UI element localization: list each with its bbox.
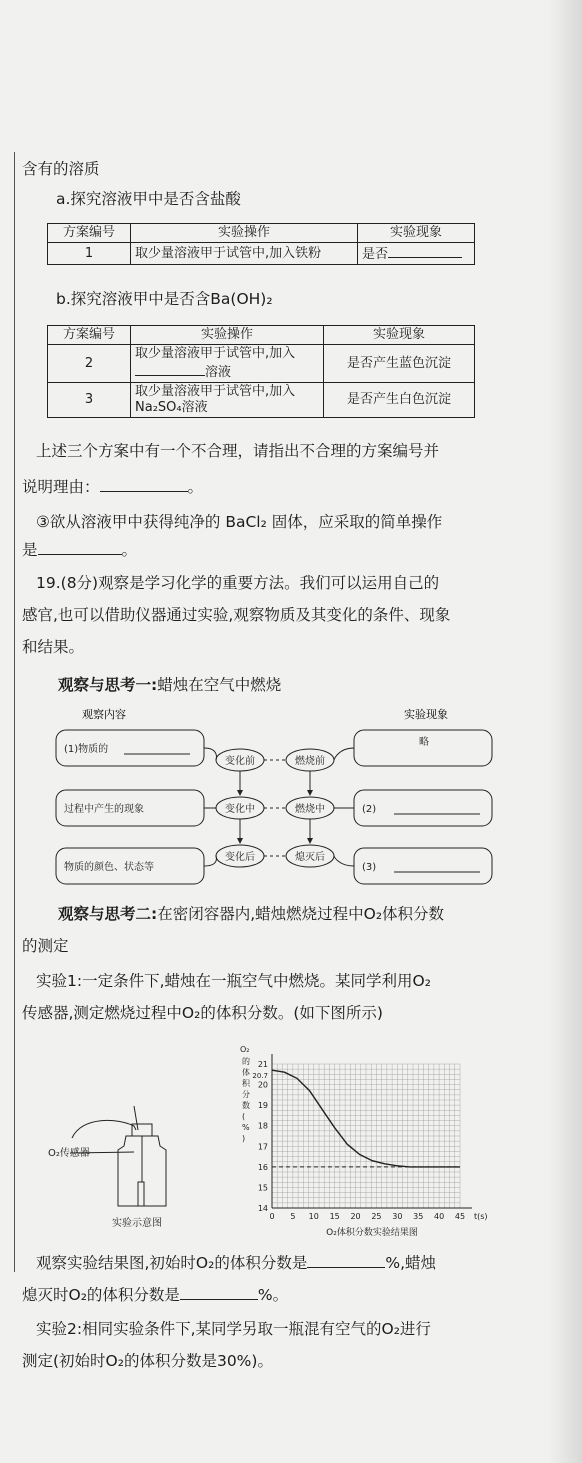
- y-axis-label: 的: [242, 1057, 250, 1066]
- flow-diagram: [50, 700, 498, 886]
- chart-caption: O₂体积分数实验结果图: [326, 1228, 418, 1238]
- y-tick-label: 18: [257, 1121, 268, 1131]
- table-row: [48, 243, 475, 265]
- obs-suffix: %,蜡烛: [385, 1254, 436, 1272]
- y-axis-label: 体: [242, 1068, 250, 1077]
- part-a-table: [47, 223, 475, 265]
- table-header-row: [48, 326, 475, 345]
- header-cell: 方案编号: [48, 326, 131, 345]
- y-axis-label: 积: [242, 1079, 250, 1088]
- phenomenon-text: 是否: [362, 247, 389, 262]
- answer-prefix: 是: [22, 541, 38, 559]
- x-axis-label: t(s): [474, 1212, 488, 1221]
- part-a-title: a.探究溶液甲中是否含盐酸: [56, 190, 241, 208]
- answer-blank[interactable]: [388, 244, 462, 258]
- y-tick-label: 20: [257, 1080, 268, 1090]
- think2-label: 观察与思考二:: [58, 905, 158, 923]
- right-box: [354, 730, 492, 766]
- think1-heading: [58, 676, 281, 695]
- table-row: [48, 345, 475, 383]
- q19-text: 和结果。: [22, 638, 85, 656]
- flow-col-right: 实验现象: [404, 708, 448, 721]
- table-header-row: [48, 224, 475, 243]
- y-axis-label: (: [242, 1112, 246, 1121]
- flow-right-item: (3): [362, 862, 377, 873]
- y-tick-label: 20.7: [252, 1072, 268, 1081]
- exp2-text: 实验2:相同实验条件下,某同学另取一瓶混有空气的O₂进行: [36, 1320, 431, 1338]
- x-tick-label: 35: [413, 1212, 424, 1221]
- bottle-cap: [132, 1124, 152, 1136]
- flow-left-item: (1)物质的: [64, 744, 109, 755]
- stage-label: 变化前: [225, 756, 255, 767]
- question-text: [22, 541, 137, 560]
- operation-line-2: Na₂SO₄溶液: [135, 400, 208, 415]
- x-tick-label: 10: [308, 1212, 319, 1221]
- margin-rule: [14, 152, 15, 1272]
- phenomenon-cell: 是否产生白色沉淀: [324, 383, 475, 418]
- think1-label: 观察与思考一:: [58, 676, 158, 694]
- x-tick-label: 30: [392, 1212, 403, 1221]
- question-text: 上述三个方案中有一个不合理，请指出不合理的方案编号并: [36, 442, 440, 460]
- operation-cell: [131, 383, 324, 418]
- flow-right-item: 略: [419, 737, 429, 748]
- phenomenon-cell: 是否产生蓝色沉淀: [324, 345, 475, 383]
- obs-text: [22, 1286, 288, 1305]
- y-tick-label: 15: [257, 1183, 268, 1193]
- apparatus-diagram: [48, 1096, 218, 1236]
- stage-label: 燃烧中: [295, 804, 325, 815]
- candle-icon: [138, 1182, 144, 1206]
- x-tick-label: 15: [329, 1212, 340, 1221]
- x-tick-label: 40: [434, 1212, 445, 1221]
- obs-prefix: 熄灭时O₂的体积分数是: [22, 1286, 180, 1304]
- answer-blank[interactable]: [180, 1286, 258, 1300]
- think1-topic: 蜡烛在空气中燃烧: [157, 676, 282, 694]
- header-cell: 实验操作: [131, 326, 324, 345]
- stage-label: 燃烧前: [295, 756, 325, 767]
- y-axis-label: O₂: [240, 1045, 250, 1054]
- table-row: [48, 383, 475, 418]
- o2-chart: [230, 1040, 500, 1240]
- plan-number: 1: [48, 243, 131, 265]
- y-axis-label: %: [242, 1123, 250, 1132]
- question-text: ③欲从溶液甲中获得纯净的 BaCl₂ 固体，应采取的简单操作: [36, 513, 443, 531]
- sensor-wire: [72, 1120, 136, 1138]
- operation-line-2: [135, 362, 319, 381]
- exp2-text: 测定(初始时O₂的体积分数是30%)。: [22, 1352, 273, 1370]
- phenomenon-cell: [358, 243, 475, 265]
- x-tick-label: 5: [290, 1212, 296, 1221]
- operation-cell: [131, 345, 324, 383]
- answer-blank[interactable]: [100, 478, 188, 492]
- plan-number: 2: [48, 345, 131, 383]
- x-tick-label: 20: [350, 1212, 361, 1221]
- x-tick-label: 0: [269, 1212, 275, 1221]
- sensor-label: O₂传感器: [48, 1148, 90, 1159]
- y-tick-label: 19: [257, 1101, 268, 1111]
- stage-label: 变化后: [225, 852, 255, 863]
- y-tick-label: 17: [257, 1142, 268, 1152]
- answer-blank[interactable]: [307, 1254, 385, 1268]
- exp1-text: 实验1:一定条件下,蜡烛在一瓶空气中燃烧。某同学利用O₂: [36, 972, 431, 990]
- obs-prefix: 观察实验结果图,初始时O₂的体积分数是: [36, 1254, 308, 1272]
- operation-line-1: 取少量溶液甲于试管中,加入: [135, 346, 296, 361]
- stage-label: 熄灭后: [295, 852, 325, 863]
- think2-text: 的测定: [22, 937, 69, 955]
- answer-blank[interactable]: [38, 541, 122, 555]
- stage-label: 变化中: [225, 804, 255, 815]
- period: 。: [121, 541, 138, 559]
- apparatus-caption: 实验示意图: [112, 1218, 162, 1229]
- flow-col-left: 观察内容: [82, 708, 126, 721]
- think2-heading: [58, 905, 444, 924]
- answer-blank[interactable]: [135, 362, 205, 376]
- part-b-table: [47, 325, 475, 418]
- obs-suffix: %。: [257, 1286, 289, 1304]
- header-cell: 实验现象: [358, 224, 475, 243]
- think2-topic: 在密闭容器内,蜡烛燃烧过程中O₂体积分数: [157, 905, 445, 923]
- x-tick-label: 45: [454, 1212, 466, 1221]
- y-tick-label: 21: [257, 1060, 268, 1069]
- operation-cell: 取少量溶液甲于试管中,加入铁粉: [131, 243, 358, 265]
- y-axis-label: 分: [242, 1090, 250, 1099]
- flow-left-item: 物质的颜色、状态等: [64, 862, 154, 873]
- x-tick-label: 25: [371, 1212, 382, 1221]
- header-cell: 方案编号: [48, 224, 131, 243]
- question-text: [22, 478, 203, 497]
- q19-text: 19.(8分)观察是学习化学的重要方法。我们可以运用自己的: [36, 574, 440, 592]
- period: 。: [187, 478, 204, 496]
- reagent-suffix: 溶液: [205, 365, 232, 380]
- header-cell: 实验操作: [131, 224, 358, 243]
- part-b-title: b.探究溶液甲中是否含Ba(OH)₂: [56, 290, 273, 308]
- y-axis-label: ): [242, 1134, 246, 1143]
- page-shade: [548, 0, 582, 1463]
- operation-line-1: 取少量溶液甲于试管中,加入: [135, 384, 296, 399]
- y-tick-label: 16: [257, 1162, 268, 1172]
- flow-left-item: 过程中产生的现象: [64, 804, 144, 815]
- header-cell: 实验现象: [324, 326, 475, 345]
- y-axis-label: 数: [242, 1101, 250, 1110]
- reason-label: 说明理由：: [22, 478, 100, 496]
- intro-text: 含有的溶质: [22, 160, 100, 178]
- y-tick-label: 14: [257, 1204, 268, 1213]
- q19-text: 感官,也可以借助仪器通过实验,观察物质及其变化的条件、现象: [22, 606, 451, 624]
- exp1-text: 传感器,测定燃烧过程中O₂的体积分数。(如下图所示): [22, 1004, 383, 1022]
- obs-text: [36, 1254, 436, 1273]
- flow-right-item: (2): [362, 804, 377, 815]
- plan-number: 3: [48, 383, 131, 418]
